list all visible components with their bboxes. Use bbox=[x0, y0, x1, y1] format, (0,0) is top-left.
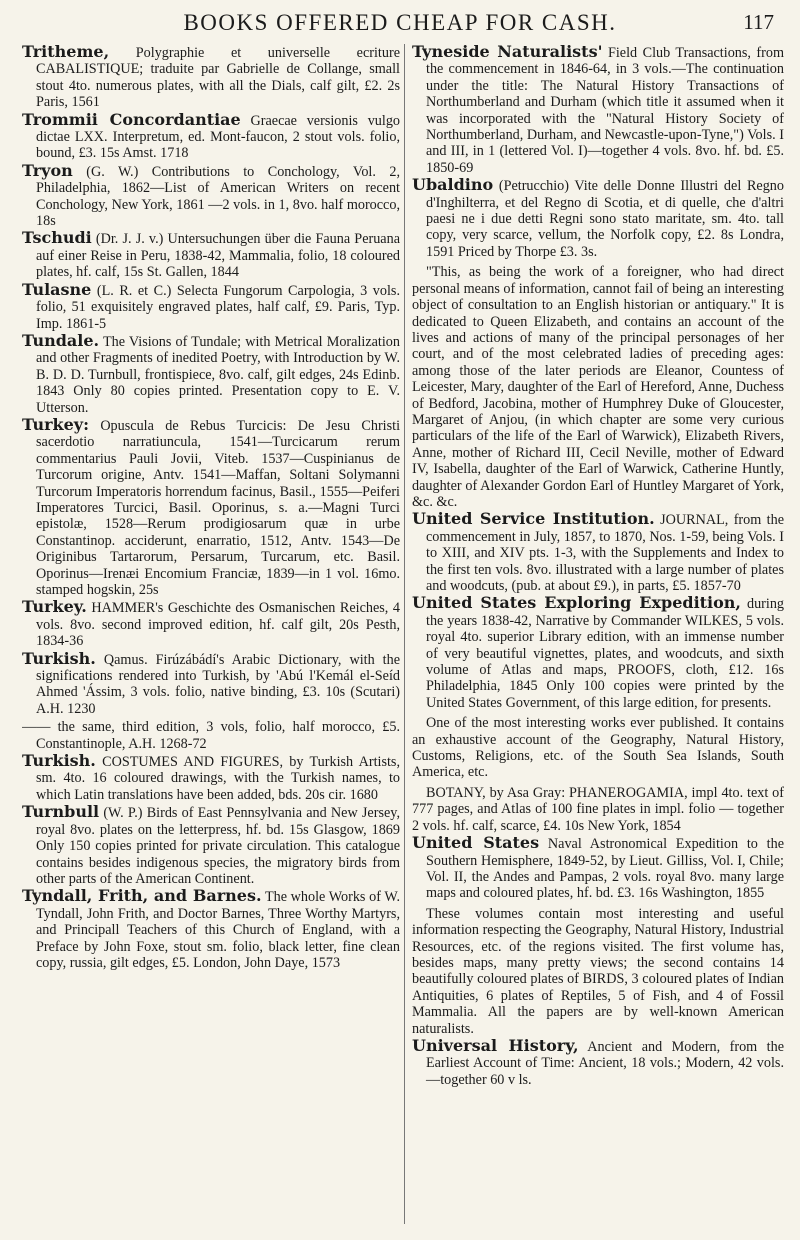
catalogue-entry bbox=[412, 511, 784, 594]
entry-text: Graecae versionis vulgo dictae LXX. Interpretum, ed. Mont-faucon, 2 stout vols. folio, bound, £3. 15s Amst. 1718 bbox=[36, 112, 400, 162]
catalogue-entry bbox=[22, 888, 400, 971]
entry-headword: Tundale. bbox=[22, 330, 100, 350]
entry-headword: Trommii Concordantiae bbox=[22, 109, 241, 129]
catalogue-entry bbox=[412, 835, 784, 902]
catalogue-entry bbox=[22, 44, 400, 111]
entry-headword: Turkey. bbox=[22, 597, 87, 617]
entry-text: Naval Astronomical Expedition to the Southern Hemisphere, 1849-52, by Lieut. Gilliss, Vol. I, Chile; Vol. II, the Andes and Pampas, 2 vols. royal 8vo. many large maps and coloured plates, hf. bd. £3. 16s Washington, 1855 bbox=[426, 836, 784, 902]
catalogue-entry bbox=[22, 330, 400, 416]
entry-text: Opuscula de Rebus Turcicis: De Jesu Christi sacerdotio narratiuncula, 1541—Turcicarum rerum commentarius Pauli Jovii, Viteb. 1537—Cuspinianus de Turcorum origine, Antv. 1541—Maffan, Soltani Solymanni Turcorum Imperatoris horrendum facinus, Basil., 1555—Peiferi Imperatores Turcici, Basil. Oporinus, s. a.—Magni Turci epistolæ, 1528—Rerum prodigiosarum quæ in urbe Constantinop. acciderunt, enarratio, 1512, Antv. 1543—De Originibus Tartarorum, Persarum, Turcarum, etc. Basil. Oporinus—Irenæi Encomium Franciæ, 1839—in 1 vol. 16mo. stamped hogskin, 25s bbox=[36, 417, 400, 598]
catalogue-entry bbox=[22, 160, 400, 230]
entry-text: Ancient and Modern, from the Earliest Account of Time: Ancient, 18 vols.; Modern, 42 vols.—together 60 v ls. bbox=[426, 1038, 784, 1088]
entry-text: These volumes contain most interesting and useful information respecting the Geography, Natural History, Industrial Resources, etc. of the regions visited. The first volume has, besides maps, many pretty views; the second contains 14 beautifully coloured plates of BIRDS, 3 coloured plates of Indian Antiquities, 6 plates of Reptiles, 5 of Fish, and 4 of Fossil Mammalia. All the papers are by well-known American naturalists. bbox=[412, 905, 784, 1037]
entry-headword: Tyndall, Frith, and Barnes. bbox=[22, 886, 262, 906]
entry-text: The whole Works of W. Tyndall, John Frith, and Doctor Barnes, Three Worthy Martyrs, and Principall Teachers of this Church of England, with a Preface by John Foxe, stout sm. folio, black letter, fine clean copy, russia, gilt edges, £5. London, John Daye, 1573 bbox=[36, 889, 400, 971]
catalogue-entry bbox=[22, 414, 400, 598]
catalogue-entry bbox=[412, 177, 784, 260]
entry-headword: Tritheme, bbox=[22, 44, 110, 61]
entry-text: "This, as being the work of a foreigner, who had direct personal means of information, cannot fail of being an interesting object of consultation to an English historian or antiquary." It is dedicated to Queen Elizabeth, and contains an account of the lives and actions of many of the principal personages of her court, and of the most celebrated ladies of preceding ages: among those of the later periods are Eleanor, Countess of Leicester, Mary, daughter of the Earl of Hereford, Anne, Duchess of Bedford, Jacobina, mother of Humphrey Duke of Gloucester, Margaret of Anjou, (in which chapter are some very curious particulars of the life of the Earl of Warwick), Elizabeth Rivers, Anne, mother of Richard III, Cecil Neville, mother of Edward IV, Isabella, daughter of the Earl of Warwick, Catherine Huntly, daughter of Alexander Gordon Earl of Huntley Margaret of York, &c. &c. bbox=[412, 264, 784, 510]
entry-note bbox=[412, 905, 784, 1037]
left-column bbox=[22, 44, 400, 1234]
catalogue-entry bbox=[412, 1035, 784, 1088]
catalogue-entry bbox=[22, 279, 400, 332]
entry-headword: Tschudi bbox=[22, 228, 92, 248]
entry-headword: Universal History, bbox=[412, 1035, 579, 1055]
entry-text: (Dr. J. J. v.) Untersuchungen über die Fauna Peruana auf einer Reise in Peru, 1838-42, Mammalia, folio, 18 coloured plates, hf. calf, 15s St. Gallen, 1844 bbox=[36, 231, 400, 281]
catalogue-entry bbox=[22, 753, 400, 803]
entry-headword: United Service Institution. bbox=[412, 509, 655, 529]
entry-headword: Turkish. bbox=[22, 648, 96, 668]
entry-note bbox=[412, 784, 784, 834]
catalogue-entry bbox=[412, 595, 784, 711]
entry-headword: United States bbox=[412, 833, 540, 853]
entry-note bbox=[412, 714, 784, 781]
entry-text: COSTUMES AND FIGURES, by Turkish Artists, sm. 4to. 16 coloured drawings, with the Turkish names, to which Latin translations have been added, bds. 20s cir. 1680 bbox=[36, 754, 400, 803]
entry-headword: United States Exploring Expedition, bbox=[412, 593, 741, 613]
page-number: 117 bbox=[743, 10, 774, 34]
entry-headword: Ubaldino bbox=[412, 175, 494, 195]
entry-headword: Turkey: bbox=[22, 414, 89, 434]
catalogue-entry bbox=[22, 804, 400, 887]
entry-headword: Turkish. bbox=[22, 751, 96, 771]
entry-text: Field Club Transactions, from the commencement in 1846-64, in 3 vols.—The continuation under the title: The Natural History Transactions of Northumberland and Durham (which title it assumed when it was incorporated with the "Natural History Society of Northumberland, Durham, and Newcastle-upon-Tyne,") Vols. I and III, in 1 (lettered Vol. I)—together 4 vols. 8vo. hf. bd. £5. 1850-69 bbox=[426, 45, 784, 176]
entry-text: JOURNAL, from the commencement in July, 1857, to 1870, Nos. 1-59, being Vols. I to XIII, and XIV pts. 1-3, with the Supplements and Index to the first ten vols. 8vo. illustrated with a large number of plates and woodcuts, (pub. at about £9.), in parts, £5. 1857-70 bbox=[426, 512, 784, 594]
entry-text: The Visions of Tundale; with Metrical Moralization and other Fragments of inedited Poetry, with Introduction by W. B. D. D. Turnbull, frontispiece, 8vo. calf, gilt edges, 24s Edinb. 1843 Only 80 copies printed. Presentation copy to E. V. Utterson. bbox=[36, 333, 400, 416]
catalogue-entry bbox=[22, 718, 400, 752]
entry-headword: Tryon bbox=[22, 160, 73, 180]
catalogue-entry bbox=[22, 599, 400, 649]
entry-note bbox=[412, 263, 784, 510]
entry-text: (Petrucchio) Vite delle Donne Illustri del Regno d'Inghilterra, et del Regno di Scotia, et di quelle, che d'altri paesi ne i due detti Regni sono stato maritate, sm. 4to. tall copy, very scarce, vellum, the Norfolk copy, £2. 8s Londra, 1591 Priced by Thorpe £3. 3s. bbox=[426, 178, 784, 260]
entry-headword: Tulasne bbox=[22, 279, 92, 299]
entry-text: HAMMER's Geschichte des Osmanischen Reiches, 4 vols. 8vo. second improved edition, hf. calf gilt, 20s Pesth, 1834-36 bbox=[36, 600, 400, 650]
entry-text: One of the most interesting works ever published. It contains an exhaustive account of the Geography, Natural History, Customs, Religions, etc. of the South Sea Islands, South America, etc. bbox=[412, 715, 784, 781]
running-head bbox=[0, 8, 800, 38]
entry-text: Polygraphie et universelle ecriture CABALISTIQUE; traduite par Gabrielle de Collange, small stout 4to. numerous plates, with all the Dials, calf gilt, £2. 2s Paris, 1561 bbox=[36, 45, 400, 111]
entry-text: (W. P.) Birds of East Pennsylvania and New Jersey, royal 8vo. plates on the letterpress, hf. bd. 15s Glasgow, 1869 Only 150 copies printed for private circulation. This catalogue contains besides indigenous species, the migratory birds from other parts of the American Continent. bbox=[36, 805, 400, 887]
catalogue-entry bbox=[412, 44, 784, 176]
entry-headword: Turnbull bbox=[22, 802, 100, 822]
catalogue-entry bbox=[22, 230, 400, 280]
catalogue-entry bbox=[22, 109, 400, 162]
catalogue-entry bbox=[22, 648, 400, 718]
entry-text: (G. W.) Contributions to Conchology, Vol. 2, Philadelphia, 1862—List of American Writers on recent Conchology, New York, 1861 —2 vols. in 1, 8vo. half morocco, 18s bbox=[36, 163, 400, 230]
entry-text: during the years 1838-42, Narrative by Commander WILKES, 5 vols. royal 4to. superior Library edition, with an immense number of very beautiful vignettes, plates, and woodcuts, and sixth volume of Atlas and maps, PROOFS, cloth, £12. 16s Philadelphia, 1845 Only 100 copies were printed by the United States Government, of this large edition, for presents. bbox=[426, 596, 784, 711]
entry-text: (L. R. et C.) Selecta Fungorum Carpologia, 3 vols. folio, 51 exquisitely engraved plates, half calf, £9. Paris, Typ. Imp. 1861-5 bbox=[36, 282, 400, 332]
entry-headword: Tyneside Naturalists' bbox=[412, 44, 603, 61]
entry-text: Qamus. Firúzábádí's Arabic Dictionary, with the significations rendered into Turkish, by 'Abú l'Kemál el-Seíd Ahmed 'Ássim, 3 vols. folio, native binding, £3. 10s (Scutari) A.H. 1230 bbox=[36, 651, 400, 717]
page-header-title: BOOKS OFFERED CHEAP FOR CASH. bbox=[183, 10, 617, 35]
entry-text: BOTANY, by Asa Gray: PHANEROGAMIA, impl 4to. text of 777 pages, and Atlas of 100 fine plates in impl. folio — together 2 vols. hf. calf, scarce, £4. 10s New York, 1854 bbox=[412, 784, 784, 834]
entry-text: —— the same, third edition, 3 vols, folio, half morocco, £5. Constantinople, A.H. 1268-72 bbox=[22, 719, 400, 752]
right-column bbox=[412, 44, 784, 1234]
column-divider bbox=[404, 44, 405, 1224]
